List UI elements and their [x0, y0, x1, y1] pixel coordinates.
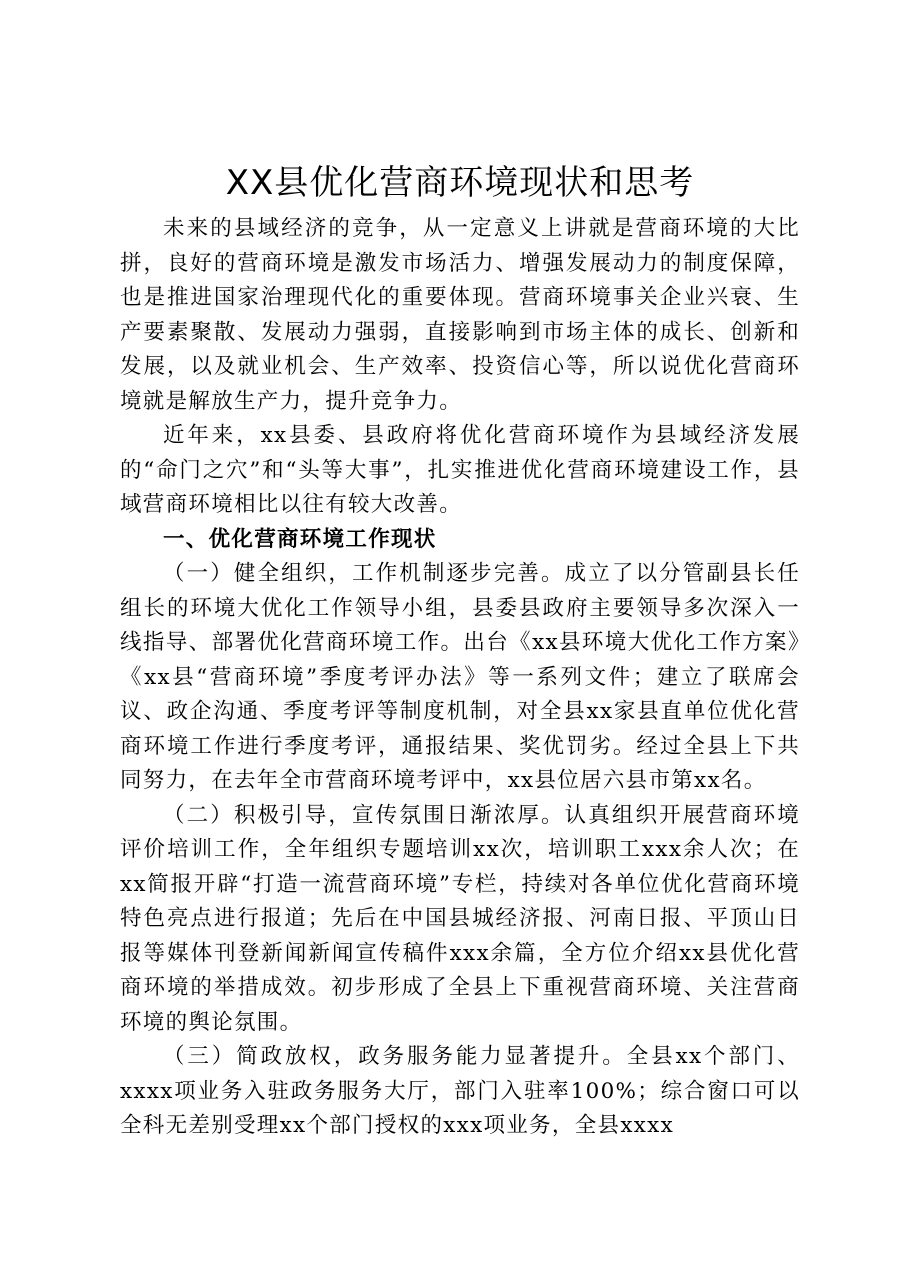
section-paragraph-1: （一）健全组织，工作机制逐步完善。成立了以分管副县长任组长的环境大优化工作领导小组，县委县政府主要领导多次深入一线指导、部署优化营商环境工作。出台《xx县环境大优化工作方案》《xx县“营商环境”季度考评办法》等一系列文件；建立了联席会议、政企沟通、季度考评等制度机制，对全县xx家县直单位优化营商环境工作进行季度考评，通报结果、奖优罚劣。经过全县上下共同努力，在去年全市营商环境考评中，xx县位居六县市第xx名。	[120, 561, 800, 793]
intro-paragraph-2: 近年来，xx县委、县政府将优化营商环境作为县域经济发展的“命门之穴”和“头等大事”，扎实推进优化营商环境建设工作，县域营商环境相比以往有较大改善。	[120, 423, 800, 517]
section-paragraph-3: （三）简政放权，政务服务能力显著提升。全县xx个部门、xxxx项业务入驻政务服务大厅，部门入驻率100%；综合窗口可以全科无差别受理xx个部门授权的xxx项业务，全县xxxx	[120, 1044, 800, 1138]
document-page	[120, 160, 800, 1144]
intro-paragraph-1: 未来的县域经济的竞争，从一定意义上讲就是营商环境的大比拼，良好的营商环境是激发市场活力、增强发展动力的制度保障，也是推进国家治理现代化的重要体现。营商环境事关企业兴衰、生产要素聚散、发展动力强弱，直接影响到市场主体的成长、创新和发展，以及就业机会、生产效率、投资信心等，所以说优化营商环境就是解放生产力，提升竞争力。	[120, 216, 800, 414]
document-title: XX县优化营商环境现状和思考	[225, 163, 695, 203]
section-paragraph-2: （二）积极引导，宣传氛围日渐浓厚。认真组织开展营商环境评价培训工作，全年组织专题培训xx次，培训职工xxx余人次；在xx简报开辟“打造一流营商环境”专栏，持续对各单位优化营商环境特色亮点进行报道；先后在中国县城经济报、河南日报、平顶山日报等媒体刊登新闻新闻宣传稿件xxx余篇，全方位介绍xx县优化营商环境的举措成效。初步形成了全县上下重视营商环境、关注营商环境的舆论氛围。	[120, 802, 800, 1035]
section-heading: 一、优化营商环境工作现状	[163, 526, 437, 552]
